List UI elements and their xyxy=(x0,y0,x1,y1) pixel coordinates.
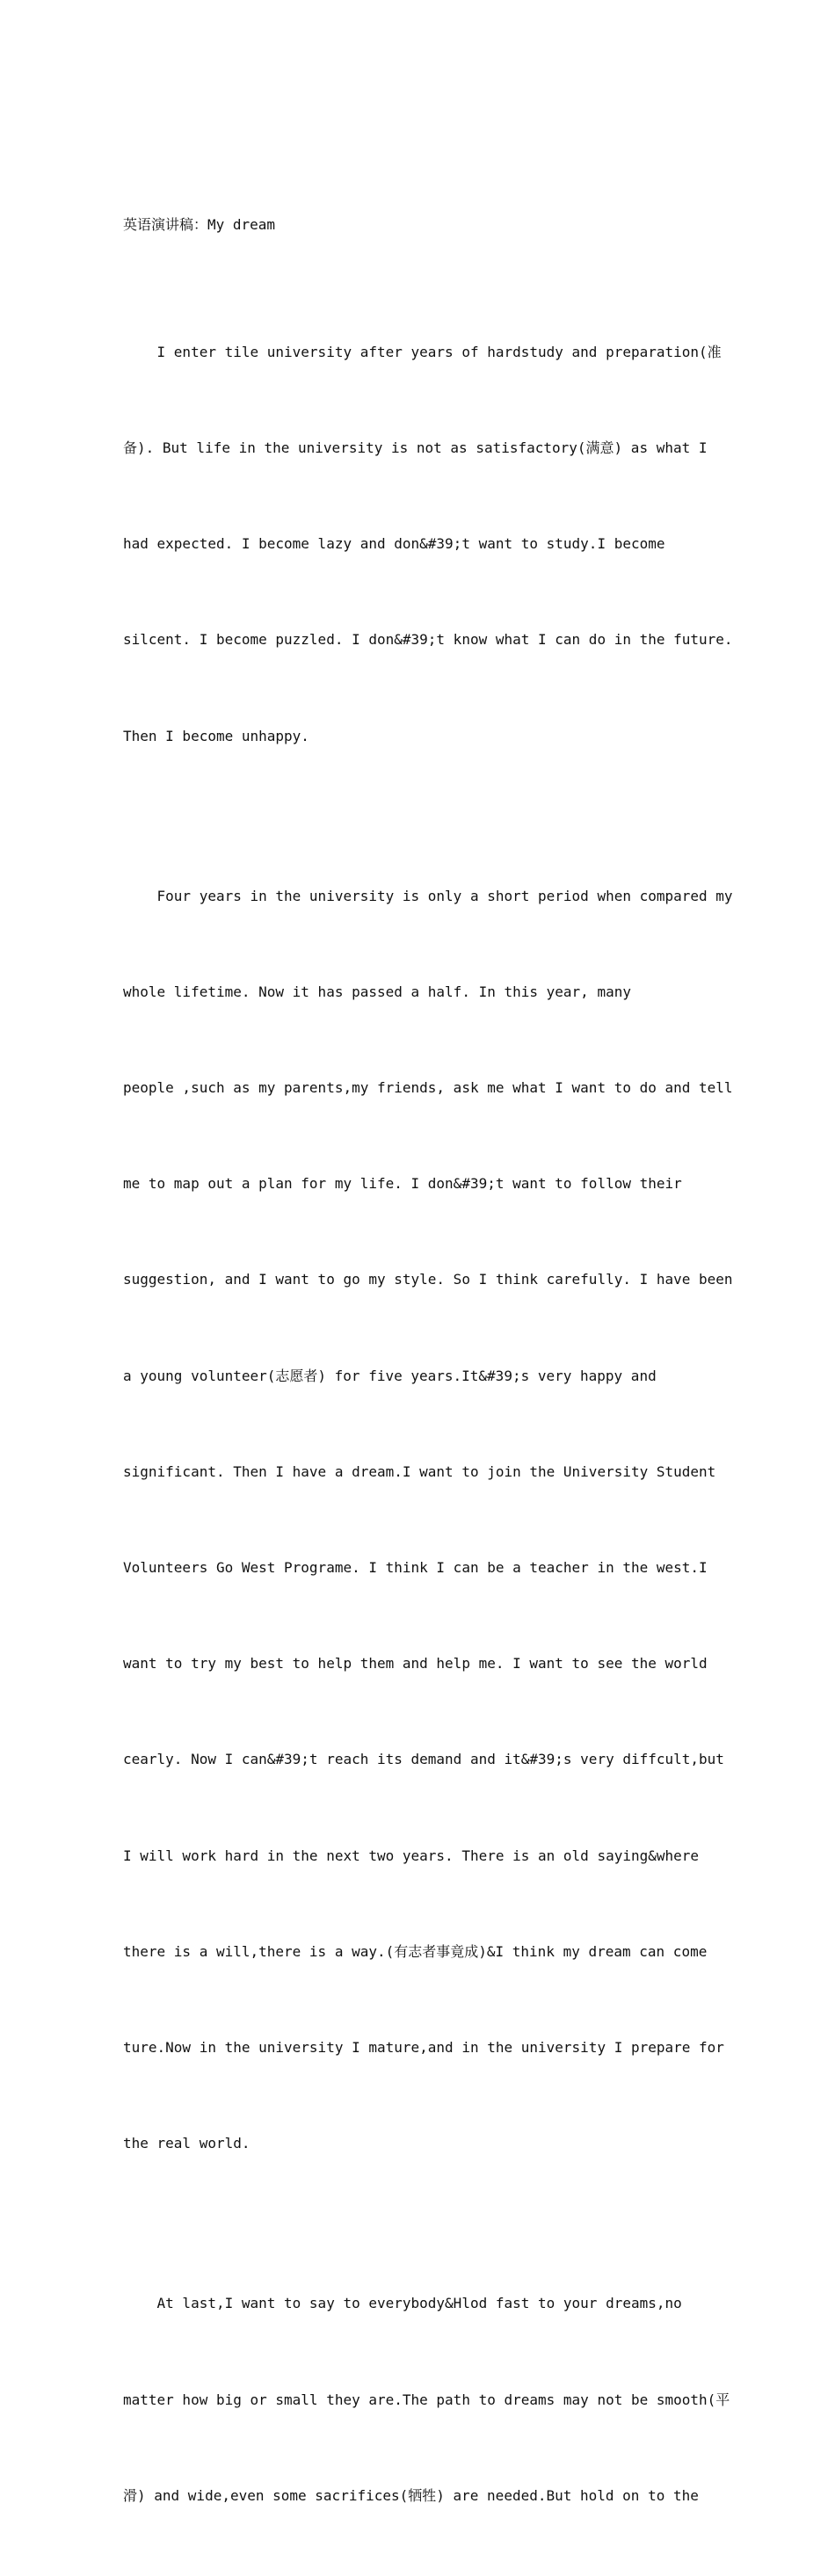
text-line: ture.Now in the university I mature,and in the university I prepare for xyxy=(123,2039,724,2057)
text-line: Four years in the university is only a short period when compared my xyxy=(123,887,733,904)
text-line: I will work hard in the next two years. There is an old saying&where xyxy=(123,1847,700,1864)
text-line: want to try my best to help them and help me. I want to see the world xyxy=(123,1655,708,1673)
text-line: 备). But life in the university is not as satisfactory(满意) as what I xyxy=(123,439,708,457)
text-line: Volunteers Go West Programe. I think I can be a teacher in the west.I xyxy=(123,1559,708,1577)
text-line: me to map out a plan for my life. I don&#39;t want to follow their xyxy=(123,1175,682,1193)
text-line: suggestion, and I want to go my style. So I think carefully. I have been xyxy=(123,1271,733,1288)
text-line: I enter tile university after years of hardstudy and preparation(准 xyxy=(123,343,722,360)
text-line: whole lifetime. Now it has passed a half. In this year, many xyxy=(123,983,631,1000)
text-line: matter how big or small they are.The path to dreams may not be smooth(平 xyxy=(123,2391,730,2408)
document-body xyxy=(123,272,733,2576)
text-line: 滑) and wide,even some sacrifices(牺牲) are needed.But hold on to the xyxy=(123,2486,699,2504)
text-line: people ,such as my parents,my friends, ask me what I want to do and tell xyxy=(123,1079,733,1097)
text-line: there is a will,there is a way.(有志者事竟成)&I think my dream can come xyxy=(123,1942,708,1960)
text-line: the real world. xyxy=(123,2135,250,2152)
paragraph-3 xyxy=(123,2224,730,2575)
text-line: cearly. Now I can&#39;t reach its demand and it&#39;s very diffcult,but xyxy=(123,1751,724,1768)
text-line: a young volunteer(志愿者) for five years.It&#39;s very happy and xyxy=(123,1367,657,1384)
text-line: significant. Then I have a dream.I want to join the University Student xyxy=(123,1462,716,1480)
text-line: Then I become unhappy. xyxy=(123,727,309,744)
text-line: had expected. I become lazy and don&#39;t want to study.I become xyxy=(123,535,665,553)
document-title: 英语演讲稿：My dream xyxy=(123,216,276,233)
paragraph-1 xyxy=(123,272,733,816)
paragraph-2 xyxy=(123,816,733,2224)
text-line: At last,I want to say to everybody&Hlod fast to your dreams,no xyxy=(123,2295,682,2312)
text-line: silcent. I become puzzled. I don&#39;t know what I can do in the future. xyxy=(123,631,733,649)
